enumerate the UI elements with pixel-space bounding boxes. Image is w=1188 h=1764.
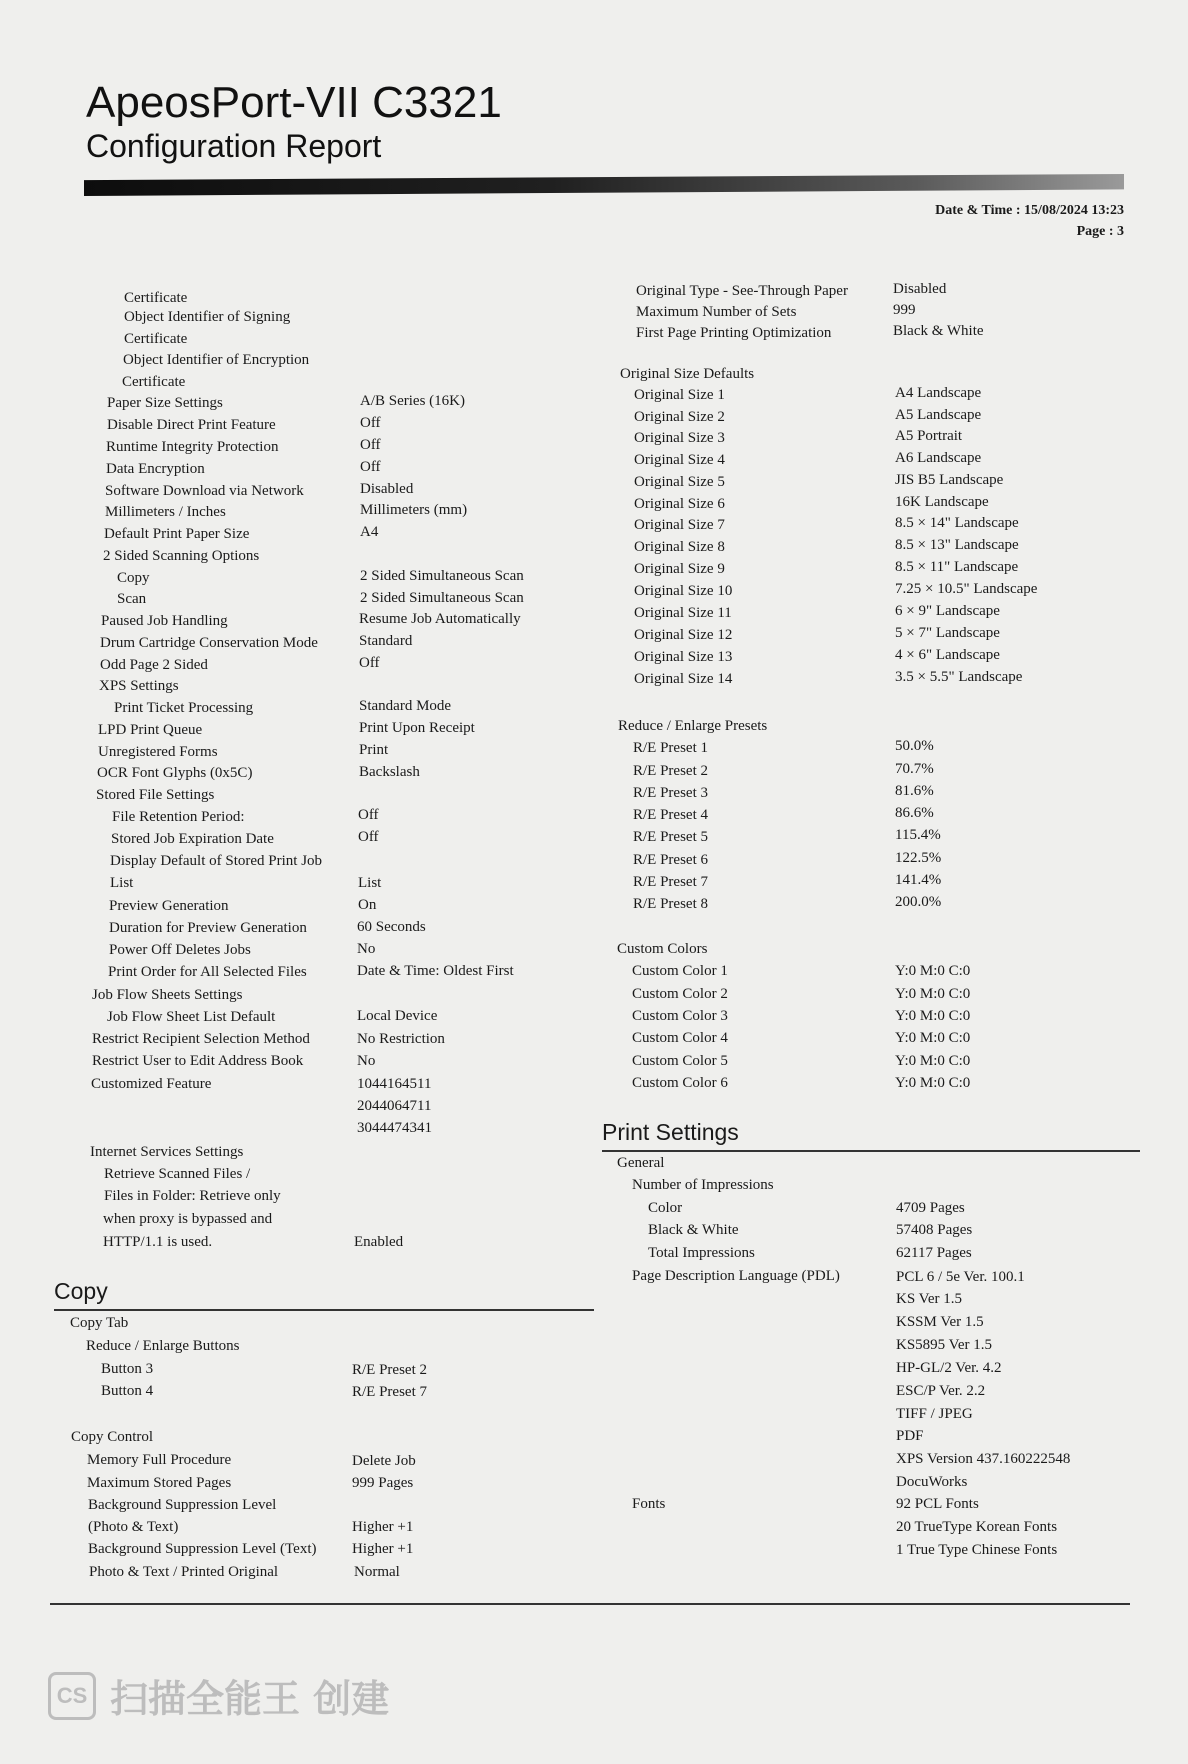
setting-label: Maximum Number of Sets — [636, 304, 797, 320]
setting-label: Object Identifier of Signing — [124, 309, 291, 325]
setting-label: Copy Tab — [70, 1315, 129, 1331]
footer-rule — [50, 1603, 1130, 1605]
setting-label: Custom Color 6 — [632, 1075, 728, 1091]
setting-value: 2 Sided Simultaneous Scan — [360, 568, 524, 584]
setting-label: Retrieve Scanned Files / — [104, 1166, 251, 1182]
setting-value: Backslash — [359, 764, 420, 780]
setting-label: Stored Job Expiration Date — [111, 831, 274, 847]
setting-value: 62117 Pages — [896, 1245, 972, 1261]
setting-label: Fonts — [632, 1496, 666, 1512]
setting-value: 8.5 × 14" Landscape — [895, 515, 1019, 531]
setting-label: LPD Print Queue — [98, 722, 203, 738]
setting-value: 4 × 6" Landscape — [895, 647, 1000, 663]
setting-value: 2044064711 — [357, 1098, 432, 1114]
setting-label: Original Size 8 — [634, 539, 725, 555]
setting-label: Certificate — [124, 331, 188, 347]
setting-label: OCR Font Glyphs (0x5C) — [97, 765, 253, 781]
setting-label: Data Encryption — [106, 461, 205, 477]
setting-label: First Page Printing Optimization — [636, 325, 832, 341]
setting-value: Higher +1 — [352, 1541, 414, 1557]
setting-value: 4709 Pages — [896, 1200, 965, 1216]
setting-label: R/E Preset 5 — [633, 829, 708, 845]
setting-label: Power Off Deletes Jobs — [109, 942, 251, 958]
setting-value: Disabled — [893, 281, 947, 297]
setting-value: Disabled — [360, 481, 414, 497]
setting-label: R/E Preset 4 — [633, 807, 708, 823]
setting-label: Number of Impressions — [632, 1177, 774, 1193]
setting-value: On — [358, 897, 377, 913]
section-heading-print-settings: Print Settings — [602, 1119, 739, 1145]
setting-value: A5 Landscape — [895, 407, 982, 423]
setting-value: Resume Job Automatically — [359, 611, 521, 627]
setting-label: Original Size 3 — [634, 430, 725, 446]
setting-value: Off — [358, 829, 379, 845]
setting-value: A6 Landscape — [895, 450, 982, 466]
setting-label: R/E Preset 2 — [633, 763, 708, 779]
setting-label: Scan — [117, 591, 147, 607]
setting-value: Y:0 M:0 C:0 — [895, 1008, 971, 1024]
setting-label: Original Size 11 — [634, 605, 732, 621]
setting-value: Off — [360, 459, 381, 475]
setting-value: Higher +1 — [352, 1519, 414, 1535]
setting-label: Photo & Text / Printed Original — [89, 1564, 279, 1580]
setting-label: Background Suppression Level — [88, 1497, 277, 1513]
setting-value: 20 TrueType Korean Fonts — [896, 1519, 1058, 1535]
setting-label: Object Identifier of Encryption — [123, 352, 310, 368]
setting-label: List — [110, 875, 134, 891]
setting-label: Duration for Preview Generation — [109, 920, 307, 936]
setting-value: 57408 Pages — [896, 1222, 973, 1238]
setting-label: Button 3 — [101, 1361, 154, 1377]
setting-label: Unregistered Forms — [98, 744, 218, 760]
model-title: ApeosPort-VII C3321 — [86, 78, 502, 127]
setting-label: Internet Services Settings — [90, 1144, 244, 1160]
setting-label: Files in Folder: Retrieve only — [104, 1188, 281, 1204]
setting-value: A4 — [360, 524, 379, 540]
setting-label: Stored File Settings — [96, 787, 215, 803]
setting-value: Y:0 M:0 C:0 — [895, 1053, 971, 1069]
setting-value: 8.5 × 13" Landscape — [895, 537, 1019, 553]
setting-label: Job Flow Sheets Settings — [92, 987, 243, 1003]
section-heading-copy: Copy — [54, 1278, 108, 1304]
setting-label: Original Size 12 — [634, 627, 733, 643]
setting-value: 3044474341 — [357, 1120, 432, 1136]
setting-label: Original Size 7 — [634, 517, 725, 533]
setting-value: 122.5% — [895, 850, 942, 866]
setting-label: Print Order for All Selected Files — [108, 964, 307, 980]
setting-value: 999 Pages — [352, 1475, 414, 1491]
setting-label: Original Size 5 — [634, 474, 725, 490]
setting-value: 1 True Type Chinese Fonts — [896, 1542, 1058, 1558]
setting-label: Black & White — [648, 1222, 739, 1238]
setting-label: Millimeters / Inches — [105, 504, 226, 520]
setting-value: 60 Seconds — [357, 919, 426, 935]
setting-value: 81.6% — [895, 783, 934, 799]
setting-value: 115.4% — [895, 827, 941, 843]
setting-value: 5 × 7" Landscape — [895, 625, 1000, 641]
setting-label: Paper Size Settings — [107, 395, 223, 411]
setting-value: Y:0 M:0 C:0 — [895, 963, 971, 979]
setting-label: Custom Color 4 — [632, 1030, 728, 1046]
setting-label: Original Size 14 — [634, 671, 733, 687]
setting-label: Custom Colors — [617, 941, 708, 957]
setting-label: Original Size Defaults — [620, 366, 755, 382]
setting-value: 16K Landscape — [895, 494, 989, 510]
setting-value: 999 — [893, 302, 916, 318]
setting-value: KS5895 Ver 1.5 — [896, 1337, 992, 1353]
scanner-watermark — [48, 1668, 389, 1723]
setting-label: Original Size 1 — [634, 387, 725, 403]
setting-value: TIFF / JPEG — [896, 1406, 973, 1422]
setting-label: Custom Color 1 — [632, 963, 728, 979]
setting-label: Page Description Language (PDL) — [632, 1268, 840, 1284]
setting-label: Reduce / Enlarge Buttons — [86, 1338, 240, 1354]
setting-value: Millimeters (mm) — [360, 502, 468, 518]
setting-value: PDF — [896, 1428, 924, 1444]
setting-value: Y:0 M:0 C:0 — [895, 1030, 971, 1046]
setting-value: List — [358, 875, 382, 891]
setting-value: KS Ver 1.5 — [896, 1291, 962, 1307]
setting-label: Button 4 — [101, 1383, 154, 1399]
setting-value: 8.5 × 11" Landscape — [895, 559, 1019, 575]
setting-value: No — [357, 941, 376, 957]
setting-label: Certificate — [122, 374, 186, 390]
setting-label: R/E Preset 3 — [633, 785, 708, 801]
setting-label: Default Print Paper Size — [104, 526, 250, 542]
setting-label: R/E Preset 8 — [633, 896, 708, 912]
setting-label: Software Download via Network — [105, 483, 304, 499]
setting-value: R/E Preset 7 — [352, 1384, 427, 1400]
setting-label: Original Size 10 — [634, 583, 733, 599]
setting-label: XPS Settings — [99, 678, 179, 694]
setting-value: A4 Landscape — [895, 385, 982, 401]
setting-label: 2 Sided Scanning Options — [103, 548, 260, 564]
setting-value: Print Upon Receipt — [359, 720, 475, 736]
setting-label: Odd Page 2 Sided — [100, 657, 208, 673]
setting-value: Standard — [359, 633, 413, 649]
setting-value: R/E Preset 2 — [352, 1362, 427, 1378]
setting-value: Enabled — [354, 1234, 404, 1250]
setting-label: Memory Full Procedure — [87, 1452, 232, 1468]
setting-value: Off — [359, 655, 380, 671]
setting-label: Original Size 6 — [634, 496, 725, 512]
report-title: Configuration Report — [86, 128, 382, 164]
setting-value: KSSM Ver 1.5 — [896, 1314, 984, 1330]
setting-label: R/E Preset 7 — [633, 874, 708, 890]
setting-label: Reduce / Enlarge Presets — [618, 718, 768, 734]
setting-label: Copy — [117, 570, 150, 586]
setting-value: No — [357, 1053, 376, 1069]
setting-label: Original Type - See-Through Paper — [636, 283, 848, 299]
setting-value: Print — [359, 742, 389, 758]
setting-label: Copy Control — [71, 1429, 154, 1445]
setting-value: 1044164511 — [357, 1076, 432, 1092]
setting-value: Date & Time: Oldest First — [357, 963, 514, 979]
setting-label: Restrict User to Edit Address Book — [92, 1053, 304, 1069]
setting-value: A5 Portrait — [895, 428, 963, 444]
setting-label: Certificate — [124, 290, 188, 306]
setting-label: Print Ticket Processing — [114, 700, 254, 716]
setting-value: ESC/P Ver. 2.2 — [896, 1383, 986, 1399]
setting-label: when proxy is bypassed and — [103, 1211, 273, 1227]
setting-value: 7.25 × 10.5" Landscape — [895, 581, 1038, 597]
section-rule — [54, 1309, 594, 1311]
setting-value: JIS B5 Landscape — [895, 472, 1004, 488]
watermark-text: 扫描全能王 创建 — [110, 1677, 390, 1721]
setting-label: Custom Color 2 — [632, 986, 728, 1002]
setting-value: 3.5 × 5.5" Landscape — [895, 669, 1023, 685]
page-number: Page : 3 — [1076, 224, 1124, 239]
setting-value: DocuWorks — [896, 1474, 968, 1490]
setting-label: Preview Generation — [109, 898, 229, 914]
setting-label: Color — [648, 1200, 683, 1216]
setting-label: Custom Color 3 — [632, 1008, 728, 1024]
setting-label: Display Default of Stored Print Job — [110, 853, 323, 869]
setting-label: Job Flow Sheet List Default — [107, 1009, 276, 1025]
setting-label: Disable Direct Print Feature — [107, 417, 276, 433]
setting-value: Black & White — [893, 323, 984, 339]
setting-label: File Retention Period: — [112, 809, 245, 825]
setting-value: 50.0% — [895, 738, 934, 754]
setting-value: A/B Series (16K) — [360, 393, 465, 409]
setting-label: R/E Preset 1 — [633, 740, 708, 756]
setting-value: Off — [360, 437, 381, 453]
setting-value: Off — [358, 807, 379, 823]
setting-label: Background Suppression Level (Text) — [88, 1541, 317, 1557]
setting-label: Paused Job Handling — [101, 613, 228, 629]
setting-label: Runtime Integrity Protection — [106, 439, 279, 455]
camscanner-logo-icon: CS — [48, 1672, 96, 1720]
setting-label: (Photo & Text) — [88, 1519, 179, 1535]
setting-label: Custom Color 5 — [632, 1053, 728, 1069]
report-datetime: Date & Time : 15/08/2024 13:23 — [935, 203, 1124, 218]
setting-value: 2 Sided Simultaneous Scan — [360, 590, 524, 606]
setting-value: Normal — [354, 1564, 400, 1580]
setting-value: HP-GL/2 Ver. 4.2 — [896, 1360, 1002, 1376]
setting-value: Off — [360, 415, 381, 431]
setting-value: No Restriction — [357, 1031, 445, 1047]
setting-value: Y:0 M:0 C:0 — [895, 1075, 971, 1091]
setting-label: Original Size 9 — [634, 561, 725, 577]
setting-value: Delete Job — [352, 1453, 416, 1469]
setting-label: General — [617, 1155, 665, 1171]
setting-value: 92 PCL Fonts — [896, 1496, 979, 1512]
setting-label: Restrict Recipient Selection Method — [92, 1031, 310, 1047]
setting-value: 141.4% — [895, 872, 942, 888]
setting-value: 200.0% — [895, 894, 942, 910]
setting-label: Original Size 13 — [634, 649, 733, 665]
setting-label: R/E Preset 6 — [633, 852, 708, 868]
setting-value: PCL 6 / 5e Ver. 100.1 — [896, 1269, 1025, 1285]
setting-value: XPS Version 437.160222548 — [896, 1451, 1071, 1467]
setting-value: Local Device — [357, 1008, 438, 1024]
header-band — [84, 174, 1124, 196]
setting-label: Original Size 4 — [634, 452, 725, 468]
setting-label: HTTP/1.1 is used. — [103, 1234, 213, 1250]
setting-value: Y:0 M:0 C:0 — [895, 986, 971, 1002]
setting-label: Drum Cartridge Conservation Mode — [100, 635, 318, 651]
setting-label: Total Impressions — [648, 1245, 755, 1261]
setting-label: Maximum Stored Pages — [87, 1475, 232, 1491]
setting-label: Original Size 2 — [634, 409, 725, 425]
setting-value: 70.7% — [895, 761, 934, 777]
section-rule — [602, 1150, 1140, 1152]
setting-value: 6 × 9" Landscape — [895, 603, 1000, 619]
setting-value: Standard Mode — [359, 698, 452, 714]
setting-label: Customized Feature — [91, 1076, 212, 1092]
setting-value: 86.6% — [895, 805, 934, 821]
